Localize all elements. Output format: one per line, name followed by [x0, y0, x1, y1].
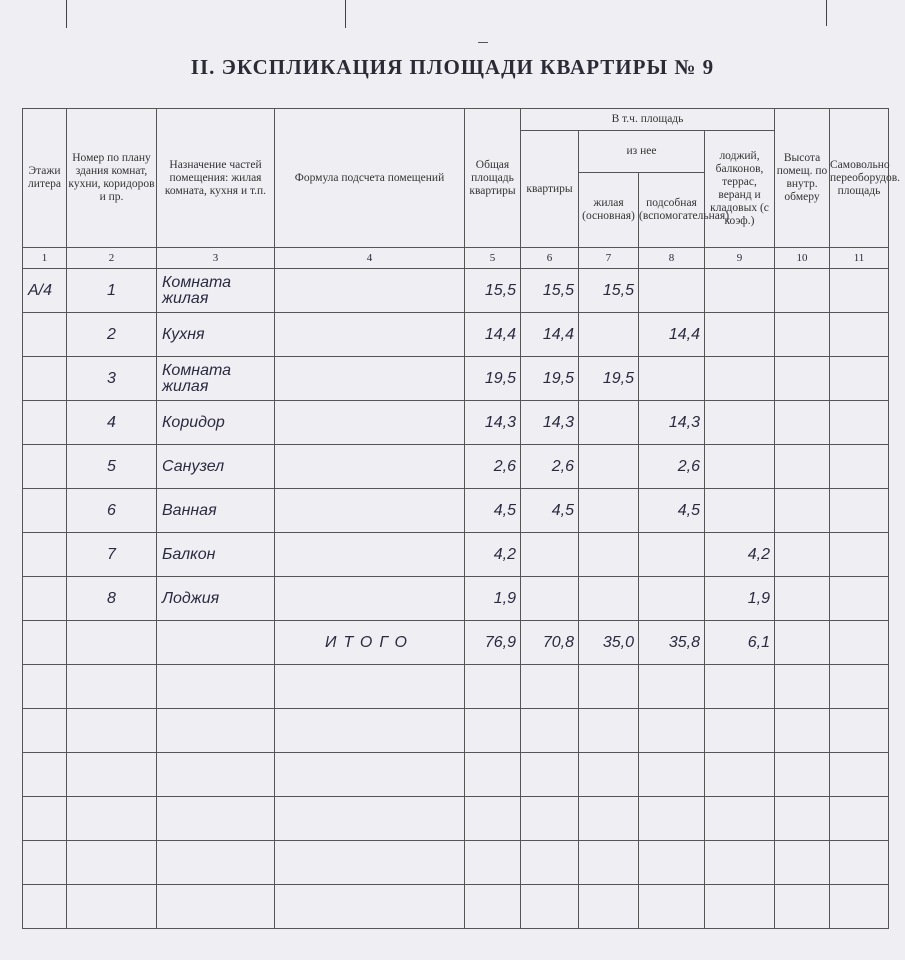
cell-height	[775, 489, 830, 533]
cell-floor	[23, 577, 67, 621]
cell-empty	[23, 621, 67, 665]
cell-number: 6	[67, 489, 157, 533]
cell-number: 3	[67, 357, 157, 401]
header-auxiliary: подсобная (вспомогательная)	[639, 173, 705, 248]
cell-name: Комната жилая	[157, 357, 275, 401]
cell-unauthorized	[830, 445, 889, 489]
table-row	[23, 489, 889, 533]
cell-living: 15,5	[579, 269, 639, 313]
cell-total: 19,5	[465, 357, 521, 401]
header-purpose: Назначение частей помещения: жилая комната, кухня и т.п.	[157, 109, 275, 248]
table-row	[23, 577, 889, 621]
cell-auxiliary	[639, 269, 705, 313]
header-height: Высота помещ. по внутр. обмеру	[775, 109, 830, 248]
cell-loggia	[705, 489, 775, 533]
explication-table	[22, 108, 901, 929]
cell-living	[579, 313, 639, 357]
cell-name: Коридор	[157, 401, 275, 445]
header-incl-area: В т.ч. площадь	[521, 109, 775, 131]
cell-empty	[830, 621, 889, 665]
cell-formula	[275, 577, 465, 621]
cell-unauthorized	[830, 269, 889, 313]
column-number: 11	[830, 248, 889, 269]
cell-floor	[23, 313, 67, 357]
cell-height	[775, 269, 830, 313]
cell-floor	[23, 533, 67, 577]
column-number: 3	[157, 248, 275, 269]
cell-loggia: 1,9	[705, 577, 775, 621]
top-border-line-right	[826, 0, 827, 26]
column-number: 7	[579, 248, 639, 269]
column-number: 6	[521, 248, 579, 269]
column-number: 10	[775, 248, 830, 269]
cell-total: 2,6	[465, 445, 521, 489]
column-number: 4	[275, 248, 465, 269]
cell-formula	[275, 357, 465, 401]
cell-total: 14,4	[465, 313, 521, 357]
cell-formula	[275, 533, 465, 577]
cell-name: Санузел	[157, 445, 275, 489]
cell-name: Лоджия	[157, 577, 275, 621]
cell-formula	[275, 401, 465, 445]
table-row	[23, 357, 889, 401]
cell-height	[775, 445, 830, 489]
totals-apartment: 70,8	[521, 621, 579, 665]
cell-number: 8	[67, 577, 157, 621]
cell-auxiliary	[639, 577, 705, 621]
cell-number: 2	[67, 313, 157, 357]
blank-row	[23, 797, 889, 841]
top-border-line-left	[66, 0, 67, 28]
cell-height	[775, 313, 830, 357]
header-floor: Этажи литера	[23, 109, 67, 248]
cell-auxiliary	[639, 533, 705, 577]
cell-auxiliary: 2,6	[639, 445, 705, 489]
cell-empty	[157, 621, 275, 665]
cell-total: 1,9	[465, 577, 521, 621]
cell-living: 19,5	[579, 357, 639, 401]
cell-number: 7	[67, 533, 157, 577]
table-row	[23, 445, 889, 489]
explication-table-wrapper	[22, 108, 901, 929]
cell-height	[775, 357, 830, 401]
cell-living	[579, 445, 639, 489]
cell-loggia	[705, 401, 775, 445]
cell-number: 1	[67, 269, 157, 313]
column-number: 9	[705, 248, 775, 269]
cell-apartment	[521, 577, 579, 621]
cell-total: 15,5	[465, 269, 521, 313]
header-total-area: Общая площадь квартиры	[465, 109, 521, 248]
blank-row	[23, 841, 889, 885]
column-number: 8	[639, 248, 705, 269]
table-row	[23, 401, 889, 445]
blank-row	[23, 665, 889, 709]
cell-unauthorized	[830, 313, 889, 357]
cell-formula	[275, 313, 465, 357]
cell-formula	[275, 489, 465, 533]
cell-formula	[275, 445, 465, 489]
cell-unauthorized	[830, 533, 889, 577]
cell-apartment: 15,5	[521, 269, 579, 313]
cell-loggia	[705, 313, 775, 357]
cell-apartment: 2,6	[521, 445, 579, 489]
cell-auxiliary	[639, 357, 705, 401]
cell-loggia: 4,2	[705, 533, 775, 577]
totals-row	[23, 621, 889, 665]
cell-floor	[23, 401, 67, 445]
cell-unauthorized	[830, 401, 889, 445]
cell-formula	[275, 269, 465, 313]
column-number-row	[23, 248, 889, 269]
cell-floor: А/4	[23, 269, 67, 313]
blank-row	[23, 885, 889, 929]
cell-name: Кухня	[157, 313, 275, 357]
totals-label: ИТОГО	[275, 621, 465, 665]
table-row	[23, 269, 889, 313]
cell-empty	[775, 621, 830, 665]
cell-name: Комната жилая	[157, 269, 275, 313]
cell-loggia	[705, 269, 775, 313]
totals-total: 76,9	[465, 621, 521, 665]
header-apartment: квартиры	[521, 131, 579, 248]
header-plan-number: Номер по плану здания комнат, кухни, коридоров и пр.	[67, 109, 157, 248]
cell-living	[579, 533, 639, 577]
totals-living: 35,0	[579, 621, 639, 665]
cell-auxiliary: 14,3	[639, 401, 705, 445]
cell-empty	[67, 621, 157, 665]
document-title: II. ЭКСПЛИКАЦИЯ ПЛОЩАДИ КВАРТИРЫ № 9	[190, 55, 715, 79]
cell-floor	[23, 445, 67, 489]
cell-apartment: 14,4	[521, 313, 579, 357]
cell-unauthorized	[830, 577, 889, 621]
cell-apartment	[521, 533, 579, 577]
cell-name: Балкон	[157, 533, 275, 577]
header-loggia: лоджий, балконов, террас, веранд и кладовых (с коэф.)	[705, 131, 775, 248]
cell-unauthorized	[830, 357, 889, 401]
cell-loggia	[705, 357, 775, 401]
cell-living	[579, 577, 639, 621]
table-row	[23, 313, 889, 357]
header-unauthorized: Самовольно переоборудов. площадь	[830, 109, 889, 248]
cell-apartment: 19,5	[521, 357, 579, 401]
cell-name: Ванная	[157, 489, 275, 533]
cell-loggia	[705, 445, 775, 489]
cell-height	[775, 401, 830, 445]
cell-number: 5	[67, 445, 157, 489]
cell-total: 14,3	[465, 401, 521, 445]
cell-number: 4	[67, 401, 157, 445]
decorative-dash	[478, 42, 488, 43]
cell-living	[579, 401, 639, 445]
cell-auxiliary: 14,4	[639, 313, 705, 357]
table-row	[23, 533, 889, 577]
cell-floor	[23, 357, 67, 401]
cell-height	[775, 533, 830, 577]
cell-auxiliary: 4,5	[639, 489, 705, 533]
cell-height	[775, 577, 830, 621]
cell-unauthorized	[830, 489, 889, 533]
cell-apartment: 14,3	[521, 401, 579, 445]
header-living: жилая (основная)	[579, 173, 639, 248]
cell-total: 4,5	[465, 489, 521, 533]
column-number: 1	[23, 248, 67, 269]
cell-total: 4,2	[465, 533, 521, 577]
cell-apartment: 4,5	[521, 489, 579, 533]
cell-living	[579, 489, 639, 533]
header-formula: Формула подсчета помещений	[275, 109, 465, 248]
blank-row	[23, 709, 889, 753]
top-border-line-mid	[345, 0, 346, 28]
header-of-which: из нее	[579, 131, 705, 173]
totals-auxiliary: 35,8	[639, 621, 705, 665]
blank-row	[23, 753, 889, 797]
column-number: 2	[67, 248, 157, 269]
cell-floor	[23, 489, 67, 533]
column-number: 5	[465, 248, 521, 269]
totals-loggia: 6,1	[705, 621, 775, 665]
